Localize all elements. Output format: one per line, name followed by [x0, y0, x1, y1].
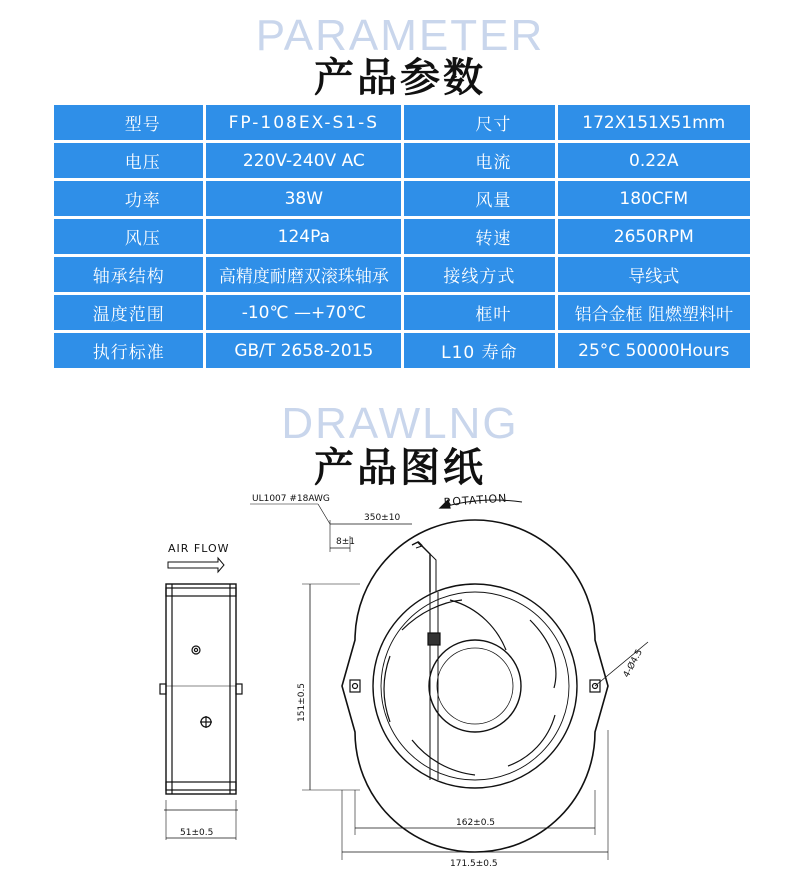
spec-label: 轴承结构 [54, 257, 203, 292]
spec-row [54, 143, 750, 178]
fan-technical-drawing [150, 490, 660, 875]
spec-label: 功率 [54, 181, 203, 216]
dim-height: 151±0.5 [297, 682, 307, 722]
spec-value: 38W [206, 181, 401, 216]
spec-row [54, 295, 750, 330]
spec-value: 导线式 [558, 257, 750, 292]
spec-label: 温度范围 [54, 295, 203, 330]
spec-row [54, 181, 750, 216]
spec-label: 风压 [54, 219, 203, 254]
section-title: 产品图纸 [314, 445, 486, 491]
spec-row [54, 219, 750, 254]
airflow-label: AIR FLOW [168, 542, 230, 555]
spec-value: 高精度耐磨双滚珠轴承 [206, 257, 401, 292]
spec-label: 尺寸 [404, 105, 554, 140]
spec-value: 0.22A [558, 143, 750, 178]
spec-label: 转速 [404, 219, 554, 254]
spec-row [54, 105, 750, 140]
spec-value: 220V-240V AC [206, 143, 401, 178]
section-title: 产品参数 [314, 55, 486, 101]
spec-label: 框叶 [404, 295, 554, 330]
dim-depth: 51±0.5 [180, 828, 214, 838]
dim-hole-pitch: 162±0.5 [456, 818, 496, 828]
rotation-label: ROTATION [443, 491, 508, 509]
spec-value: 25°C 50000Hours [558, 333, 750, 368]
spec-label: 电压 [54, 143, 203, 178]
spec-label: L10 寿命 [404, 333, 554, 368]
spec-value: -10℃ —+70℃ [206, 295, 401, 330]
spec-value: 铝合金框 阻燃塑料叶 [558, 295, 750, 330]
dim-mounting-holes: 4-Ø4.5 [621, 647, 645, 680]
side-view [160, 558, 242, 840]
spec-value: FP-108EX-S1-S [206, 105, 401, 140]
spec-label: 风量 [404, 181, 554, 216]
spec-value: GB/T 2658-2015 [206, 333, 401, 368]
spec-table [51, 102, 753, 371]
dim-wire-length: 350±10 [364, 513, 401, 523]
spec-label: 执行标准 [54, 333, 203, 368]
section-title-en: PARAMETER [255, 11, 545, 60]
spec-value: 124Pa [206, 219, 401, 254]
spec-value: 180CFM [558, 181, 750, 216]
spec-value: 2650RPM [558, 219, 750, 254]
spec-row [54, 333, 750, 368]
spec-label: 型号 [54, 105, 203, 140]
spec-row [54, 257, 750, 292]
spec-label: 电流 [404, 143, 554, 178]
wire-spec-label: UL1007 #18AWG [252, 494, 330, 504]
dim-width: 171.5±0.5 [450, 859, 498, 869]
spec-label: 接线方式 [404, 257, 554, 292]
spec-value: 172X151X51mm [558, 105, 750, 140]
front-view [250, 500, 648, 860]
section-title-en: DRAWLNG [281, 399, 519, 448]
dim-strip-length: 8±1 [336, 537, 355, 547]
